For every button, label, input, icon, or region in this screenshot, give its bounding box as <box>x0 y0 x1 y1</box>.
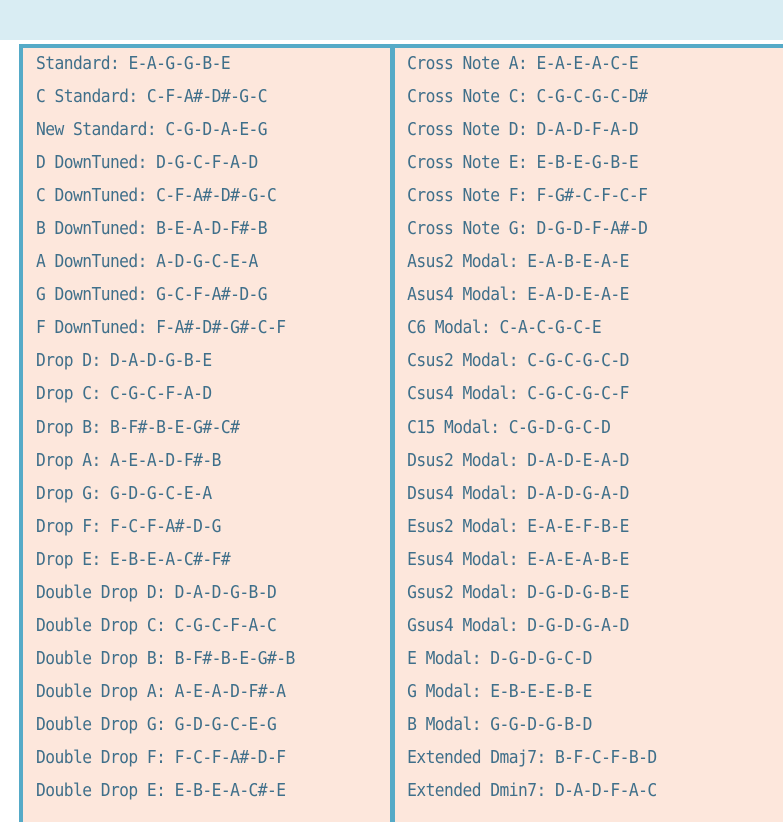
tuning-name: Standard : <box>36 54 128 74</box>
tuning-row <box>23 511 364 544</box>
tuning-notes: E-A-E-F-B-E <box>527 516 629 537</box>
tuning-notes: B-F#-B-E-G#-C# <box>109 417 240 438</box>
tuning-name: Esus2 Modal : <box>407 517 527 537</box>
tuning-notes: D-G-D-F-A#-D <box>536 219 648 240</box>
tuning-name: Dsus2 Modal : <box>407 451 527 471</box>
tuning-notes: F-C-F-A#-D-G <box>109 516 221 537</box>
tuning-notes: D-G-D-G-B-E <box>527 582 629 603</box>
tuning-row <box>395 81 756 114</box>
right-column <box>395 48 783 822</box>
tuning-row <box>395 511 756 544</box>
tuning-notes: A-E-A-D-F#-A <box>174 681 286 702</box>
tuning-notes: G-G-D-G-B-D <box>490 714 592 735</box>
tuning-row <box>23 378 364 411</box>
tuning-name: Extended Dmaj7 : <box>407 748 555 768</box>
tuning-row <box>395 742 756 775</box>
tuning-row <box>23 81 364 114</box>
tuning-name: C15 Modal : <box>407 418 509 438</box>
tuning-name: Asus2 Modal : <box>407 252 527 272</box>
tuning-name: Drop G : <box>36 484 110 504</box>
tuning-row <box>23 279 364 312</box>
tuning-name: Double Drop D : <box>36 583 175 603</box>
tuning-notes: D-A-D-F-A-C <box>554 781 657 802</box>
tuning-row <box>395 180 756 213</box>
tuning-notes: E-B-E-G-B-E <box>536 153 639 174</box>
tuning-name: G Modal : <box>407 682 490 702</box>
tuning-notes: C-G-D-A-E-G <box>165 120 268 141</box>
tuning-notes: E-B-E-A-C#-F# <box>109 549 231 570</box>
tuning-name: E Modal : <box>407 649 490 669</box>
tuning-notes: C-G-C-F-A-C <box>174 615 277 636</box>
tuning-name: Esus4 Modal : <box>407 550 527 570</box>
tuning-row <box>23 643 364 676</box>
tuning-notes: A-D-G-C-E-A <box>156 252 258 273</box>
tuning-notes: F-C-F-A#-D-F <box>174 747 286 768</box>
tuning-name: B Modal : <box>407 715 490 735</box>
tuning-row <box>23 345 364 378</box>
tuning-name: Cross Note G : <box>407 219 536 239</box>
tuning-name: C Standard : <box>36 87 147 107</box>
tuning-row <box>23 412 364 445</box>
tuning-row <box>23 577 364 610</box>
tuning-row <box>395 610 756 643</box>
tuning-name: New Standard : <box>36 120 165 140</box>
tuning-row <box>23 676 364 709</box>
tuning-notes: G-D-G-C-E-G <box>174 714 277 735</box>
tuning-row <box>23 312 364 345</box>
tuning-name: Double Drop F : <box>36 748 175 768</box>
tuning-notes: G-D-G-C-E-A <box>109 483 212 504</box>
tuning-row <box>395 114 756 147</box>
tuning-row <box>23 478 364 511</box>
tuning-row <box>23 610 364 643</box>
tuning-name: Drop A : <box>36 451 110 471</box>
tuning-row <box>395 775 756 808</box>
tuning-row <box>23 246 364 279</box>
tuning-row <box>395 279 756 312</box>
tuning-row <box>395 577 756 610</box>
tuning-name: Double Drop E : <box>36 781 175 801</box>
tuning-name: Cross Note F : <box>407 186 536 206</box>
tuning-name: Double Drop G : <box>36 715 175 735</box>
tuning-notes: G-C-F-A#-D-G <box>156 285 268 306</box>
tuning-notes: F-A#-D#-G#-C-F <box>156 318 286 339</box>
tuning-row <box>395 412 756 445</box>
tuning-row <box>23 742 364 775</box>
tuning-row <box>23 48 364 81</box>
tuning-row <box>23 147 364 180</box>
tuning-name: Double Drop C : <box>36 616 175 636</box>
tuning-name: A DownTuned : <box>36 252 156 272</box>
tuning-row <box>395 246 756 279</box>
tuning-notes: D-A-D-E-A-D <box>527 450 629 471</box>
tuning-row <box>395 676 756 709</box>
tuning-row <box>23 213 364 246</box>
tuning-notes: C-G-C-G-C-D <box>527 351 629 372</box>
tuning-name: Extended Dmin7 : <box>407 781 555 801</box>
left-column <box>23 48 390 822</box>
tuning-name: Dsus4 Modal : <box>407 484 527 504</box>
tuning-name: F DownTuned : <box>36 318 156 338</box>
tunings-table <box>19 44 783 822</box>
tuning-notes: C-F-A#-D#-G-C <box>146 87 268 108</box>
tuning-name: Csus2 Modal : <box>407 351 527 371</box>
tuning-name: Double Drop A : <box>36 682 175 702</box>
tuning-notes: E-A-G-G-B-E <box>128 54 231 74</box>
tuning-notes: D-A-D-G-B-D <box>174 582 277 603</box>
tuning-name: Gsus4 Modal : <box>407 616 527 636</box>
tuning-row <box>23 709 364 742</box>
tuning-notes: F-G#-C-F-C-F <box>536 186 648 207</box>
tuning-name: Cross Note E : <box>407 153 536 173</box>
tuning-notes: E-A-D-E-A-E <box>527 285 629 306</box>
tuning-row <box>395 544 756 577</box>
tuning-name: Csus4 Modal : <box>407 384 527 404</box>
tuning-notes: E-A-E-A-B-E <box>527 549 629 570</box>
tuning-row <box>395 213 756 246</box>
tuning-name: Asus4 Modal : <box>407 285 527 305</box>
tuning-notes: A-E-A-D-F#-B <box>109 450 221 471</box>
tuning-notes: C-G-C-G-C-F <box>527 384 629 405</box>
tuning-row <box>395 345 756 378</box>
tuning-row <box>395 478 756 511</box>
tuning-notes: E-B-E-E-B-E <box>490 681 592 702</box>
tuning-notes: E-B-E-A-C#-E <box>174 781 286 802</box>
tuning-name: C DownTuned : <box>36 186 156 206</box>
tuning-notes: C-A-C-G-C-E <box>499 318 602 339</box>
tuning-row <box>395 312 756 345</box>
tuning-notes: D-G-D-G-C-D <box>490 648 592 669</box>
tuning-notes: B-E-A-D-F#-B <box>156 219 268 240</box>
tuning-notes: D-A-D-F-A-D <box>536 120 639 141</box>
tuning-notes: E-A-B-E-A-E <box>527 252 629 273</box>
tuning-row <box>395 709 756 742</box>
tuning-name: C6 Modal : <box>407 318 499 338</box>
tuning-notes: B-F-C-F-B-D <box>554 747 657 768</box>
tuning-name: G DownTuned : <box>36 285 156 305</box>
tuning-name: Gsus2 Modal : <box>407 583 527 603</box>
tuning-name: Cross Note D : <box>407 120 536 140</box>
tuning-row <box>395 378 756 411</box>
tuning-notes: D-G-D-G-A-D <box>527 615 629 636</box>
tuning-row <box>23 775 364 808</box>
tuning-notes: C-F-A#-D#-G-C <box>156 186 277 207</box>
tuning-row <box>23 445 364 478</box>
tuning-notes: B-F#-B-E-G#-B <box>174 648 295 669</box>
tuning-notes: E-A-E-A-C-E <box>536 54 639 74</box>
tuning-name: D DownTuned : <box>36 153 156 173</box>
tuning-notes: C-G-C-F-A-D <box>109 384 212 405</box>
tuning-name: Drop F : <box>36 517 110 537</box>
tuning-row <box>395 147 756 180</box>
tuning-notes: C-G-C-G-C-D# <box>536 87 648 108</box>
tuning-notes: D-G-C-F-A-D <box>156 153 258 174</box>
top-bar <box>0 0 783 40</box>
tuning-row <box>23 114 364 147</box>
tuning-notes: C-G-D-G-C-D <box>508 417 611 438</box>
tuning-name: Drop D : <box>36 351 110 371</box>
tuning-name: Drop B : <box>36 418 110 438</box>
tuning-name: Drop C : <box>36 384 110 404</box>
tuning-name: Cross Note A : <box>407 54 536 74</box>
tuning-name: Cross Note C : <box>407 87 536 107</box>
tuning-row <box>23 544 364 577</box>
tuning-row <box>395 643 756 676</box>
tuning-name: Drop E : <box>36 550 110 570</box>
tuning-name: Double Drop B : <box>36 649 175 669</box>
tuning-row <box>395 48 756 81</box>
tuning-name: B DownTuned : <box>36 219 156 239</box>
tuning-notes: D-A-D-G-A-D <box>527 483 629 504</box>
tuning-notes: D-A-D-G-B-E <box>109 351 212 372</box>
tuning-row <box>23 180 364 213</box>
tuning-row <box>395 445 756 478</box>
